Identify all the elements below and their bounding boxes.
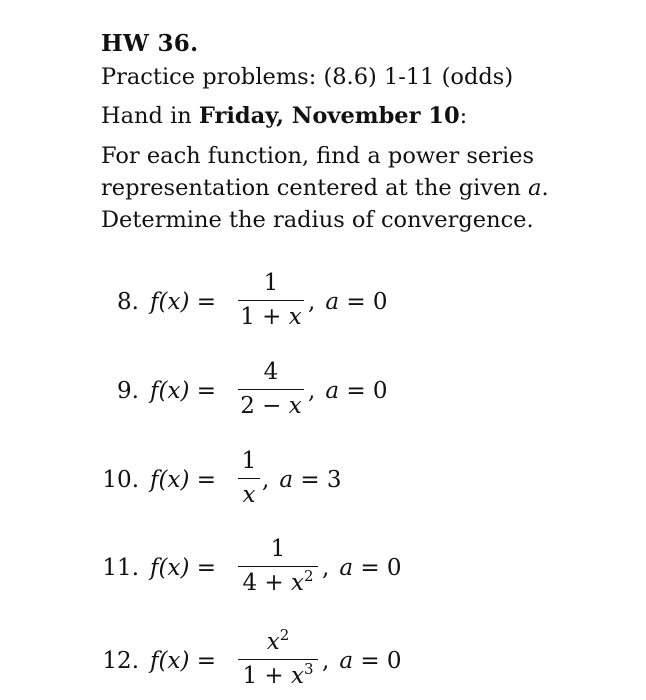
numerator-exponent: 2	[279, 626, 290, 644]
instruction-line-2-text: representation centered at the given	[101, 175, 529, 201]
denominator	[238, 569, 318, 597]
problem-center: , a = 0	[322, 648, 402, 674]
practice-problems-line: Practice problems: (8.6) 1-11 (odds)	[101, 64, 514, 90]
denominator-exponent: 3	[303, 660, 314, 678]
fraction	[238, 627, 318, 690]
denominator-exponent: 2	[303, 567, 314, 585]
denominator: 2 − x	[240, 393, 302, 419]
center-value: a = 3	[279, 467, 342, 493]
center-value: a = 0	[339, 555, 402, 581]
instruction-line-2-period: .	[541, 175, 549, 201]
denominator	[238, 662, 318, 690]
denominator: x	[242, 482, 256, 508]
numerator-base: x	[266, 629, 280, 655]
numerator: 4	[263, 359, 279, 385]
cropped-top-marks	[180, 0, 480, 4]
problem-number: 8.	[117, 289, 139, 315]
problem-number: 9.	[117, 378, 139, 404]
problem-number: 10.	[102, 467, 139, 493]
problem-center: , a = 0	[308, 289, 388, 315]
problem-center: , a = 0	[322, 555, 402, 581]
center-value: a = 0	[339, 648, 402, 674]
fraction-bar	[238, 300, 304, 301]
problem-number: 12.	[102, 648, 139, 674]
numerator: 1	[263, 270, 279, 296]
denominator-base: 4 + x	[242, 570, 304, 596]
center-value: a = 0	[325, 289, 388, 315]
numerator: 1	[270, 536, 286, 562]
fraction-bar	[238, 389, 304, 390]
denominator-base: 1 + x	[242, 663, 304, 689]
denominator: 1 + x	[240, 304, 302, 330]
problem-center: , a = 3	[262, 467, 342, 493]
hand-in-line	[101, 103, 467, 129]
problem-center: , a = 0	[308, 378, 388, 404]
instruction-line-2	[101, 175, 549, 201]
problem-9	[0, 357, 646, 427]
fraction	[238, 268, 304, 331]
hand-in-prefix: Hand in	[101, 103, 199, 129]
problem-10	[0, 446, 646, 516]
fraction	[238, 446, 260, 509]
instruction-line-1: For each function, find a power series	[101, 143, 535, 169]
instruction-variable-a: a	[528, 175, 542, 201]
fraction	[238, 357, 304, 420]
problem-8	[0, 268, 646, 338]
homework-title: HW 36.	[101, 30, 199, 57]
problem-11	[0, 534, 646, 604]
numerator: 1	[241, 448, 257, 474]
problem-lhs: f(x) =	[150, 467, 217, 493]
fraction	[238, 534, 318, 597]
center-value: a = 0	[325, 378, 388, 404]
hand-in-date: Friday, November 10	[198, 103, 460, 129]
hand-in-suffix: :	[459, 103, 468, 129]
problem-lhs: f(x) =	[150, 648, 217, 674]
problem-lhs: f(x) =	[150, 378, 217, 404]
problem-lhs: f(x) =	[150, 555, 217, 581]
numerator	[238, 627, 318, 657]
problem-lhs: f(x) =	[150, 289, 217, 315]
fraction-bar	[238, 478, 260, 479]
instruction-line-3: Determine the radius of convergence.	[101, 207, 534, 233]
problem-12	[0, 627, 646, 697]
problem-number: 11.	[102, 555, 139, 581]
